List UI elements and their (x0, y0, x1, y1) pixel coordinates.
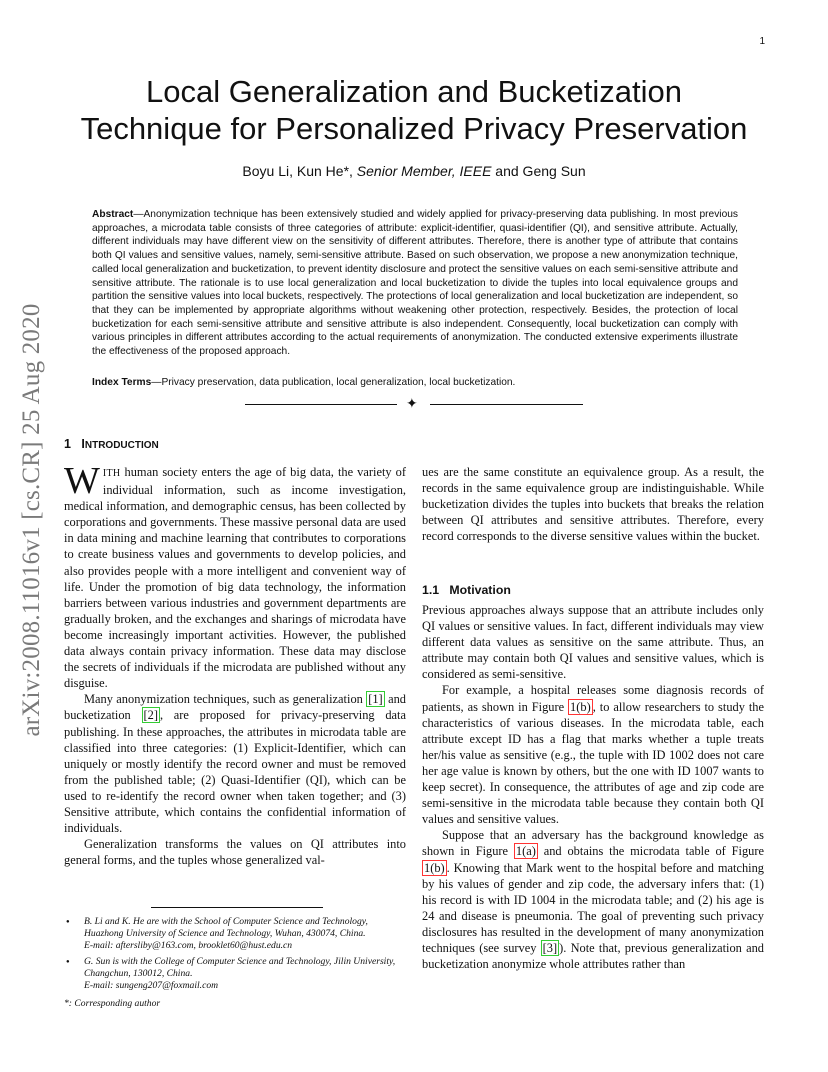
citation-link-2[interactable]: [2] (143, 708, 158, 723)
divider-right (430, 404, 583, 405)
motivation-p3-d: ). Note that, previous generalization and bucketization anonymize whole attributes rather than (422, 940, 765, 972)
intro-paragraph-2 (64, 691, 406, 836)
authors-names: Boyu Li, Kun He*, (242, 163, 357, 179)
citation-link-3[interactable]: [3] (542, 940, 558, 955)
authors-last: and Geng Sun (491, 163, 586, 179)
motivation-p3-a: Suppose that an adversary has the background knowledge as shown in Figure (422, 828, 764, 859)
author-role: Senior Member, IEEE (356, 163, 492, 179)
divider-left (245, 404, 397, 405)
section-number: 1 (64, 437, 71, 451)
intro-p2-a: Many anonymization techniques, such as generalization (84, 692, 367, 707)
paper-title (0, 73, 828, 147)
intro-paragraph-continued: ues are the same constitute an equivalence group. As a result, the records in the same equivalence group are indistinguishable. While bucketization divides the tuples into buckets that breaks the relation between QI attributes and sensitive attributes. Therefore, every record corresponds to the diverse sensitive values within the bucket. (422, 465, 764, 544)
subsection-title: Motivation (449, 583, 511, 597)
title-line-1: Local Generalization and Bucketization (146, 74, 682, 109)
section-rest: NTRODUCTION (84, 440, 159, 451)
motivation-p3-c: . Knowing that Mark went to the hospital before and matching by his values of gender and zip code, the adversary infers that: (1) his record is with ID 1004 in the microdata table; and (2) his age is 24 and disease is pneumonia. The goal of preventing such privacy disclosures has resulted in the development of many anonymization techniques (see survey (422, 860, 764, 955)
footnote-rule (151, 907, 323, 908)
intro-p2-b: and bucketization (64, 692, 406, 723)
footnote-affiliation-2 (64, 956, 406, 993)
footnote-affiliation-1 (64, 916, 406, 953)
section-heading-introduction (64, 437, 159, 451)
motivation-paragraph-2 (422, 682, 764, 827)
footnote-2-email: E-mail: sungeng207@foxmail.com (84, 980, 219, 992)
author-list (0, 163, 828, 179)
intro-p1-text: human society enters the age of big data, the variety of individual information, such as income investigation, medical information, and demographic census, has been collected by corporations and governments. These massive personal data are used in data mining and machine learning that contributes to corporations to create business values and governments to develop policies, and also provides people with a more intelligent and convenient way of life. Under the promotion of big data technology, the information barriers between various industries and government departments are gradually broken, and the exchanges and sharings of microdata have become increasingly important activities. However, the published data always contain privacy information. These data may disclose the secrets of individuals if the microdata are published without any disguise. (64, 465, 406, 691)
title-line-2: Technique for Personalized Privacy Preservation (80, 111, 748, 146)
drop-cap: W (64, 460, 100, 502)
motivation-paragraph-1: Previous approaches always suppose that an attribute includes only QI values or sensitive values. In fact, different individuals may view different data values as sensitive on the same attribute. Thus, an attribute may contain both QI values and sensitive values, which is considered as semi-sensitive. (422, 603, 764, 682)
footnote-1-text: B. Li and K. He are with the School of Computer Science and Technology, Huazhong University of Science and Technology, Wuhan, 430074, China. (84, 916, 368, 940)
right-column-motivation (422, 602, 764, 972)
subsection-number: 1.1 (422, 583, 440, 597)
page-number: 1 (759, 36, 765, 47)
subsection-heading-motivation (422, 583, 511, 597)
figure-link-1b[interactable]: 1(b) (570, 699, 591, 714)
section-first-letter: I (81, 437, 85, 451)
abstract-text: —Anonymization technique has been extensively studied and widely applied for privacy-preserving data publishing. In most previous approaches, a microdata table consists of three categories of attribute: explicit-identifier, quasi-identifier (QI), and sensitive attribute. Actually, different individuals may have different view on the sensitivity of different attributes. Therefore, there is another type of attribute that contains both QI values and sensitive values, namely, semi-sensitive attribute. Based on such observation, we propose a new anonymization technique, called local generalization and bucketization, to prevent identity disclosure and protect the sensitive values on each semi-sensitive attribute and sensitive attribute. The rationale is to use local generalization and local bucketization to divide the tuples into local equivalence groups and partition the sensitive values into local buckets, respectively. The protections of local generalization and local bucketization are independent, so that they can be implemented by appropriate algorithms without weakening other protection, respectively. Besides, the protection of local bucketization for each semi-sensitive attribute and sensitive attribute is also independent. Consequently, local bucketization can comply with various principles in different attributes according to the actual requirements of anonymization. The conducted extensive experiments illustrate the effectiveness of the proposed approach. (92, 209, 738, 358)
right-column-top (422, 464, 764, 544)
corresponding-author-note: *: Corresponding author (64, 998, 161, 1010)
divider-diamond-icon: ✦ (406, 395, 418, 411)
motivation-p3-b: and obtains the microdata table of Figure (537, 844, 764, 859)
left-column (64, 460, 406, 868)
intro-smallcaps: ITH (102, 468, 121, 479)
motivation-p2-a: For example, a hospital releases some diagnosis records of patients, as shown in Figure (422, 683, 764, 714)
intro-p2-c: , are proposed for privacy-preserving data publishing. In these approaches, the attributes in microdata table are classified into three categories: (1) Explicit-Identifier, which can uniquely or mostly identify the record owner and must be removed from the published table; (2) Quasi-Identifier (QI), which can be used to re-identify the record owner when taken together; and (3) Sensitive attribute, which contains the confidential information of individuals. (64, 708, 406, 836)
index-terms (92, 377, 738, 388)
footnote-1-email: E-mail: aftersliby@163.com, brooklet60@hust.edu.cn (84, 940, 293, 952)
intro-paragraph-1 (64, 460, 406, 691)
figure-link-1a[interactable]: 1(a) (515, 844, 536, 859)
intro-paragraph-3: Generalization transforms the values on QI attributes into general forms, and the tuples whose generalized val- (64, 837, 406, 868)
citation-link-1[interactable]: [1] (368, 692, 383, 707)
motivation-p2-b: , to allow researchers to study the characteristics of various diseases. In the microdata table, each attribute except ID has a flag that marks whether a tuple treats her/his value as sensitive (e.g., the tuple with ID 1002 does not care her age value is known by others, but the one with ID 1007 wants to keep secret). In consequence, the attributes of age and zip code are semi-sensitive in the microdata table because they contain both QI values and sensitive values. (422, 699, 764, 827)
index-terms-text: —Privacy preservation, data publication, local generalization, local bucketization. (151, 377, 516, 388)
arxiv-stamp (17, 285, 47, 755)
motivation-paragraph-3 (422, 827, 764, 972)
arxiv-stamp-text: arXiv:2008.11016v1 [cs.CR] 25 Aug 2020 (18, 303, 45, 737)
abstract-label: Abstract (92, 209, 134, 220)
footnotes (64, 916, 406, 1010)
footnote-2-text: G. Sun is with the College of Computer Science and Technology, Jilin University, Changchun, 130012, China. (84, 955, 396, 979)
abstract (92, 208, 738, 359)
index-terms-label: Index Terms (92, 377, 152, 388)
figure-link-1b-second[interactable]: 1(b) (424, 860, 445, 875)
